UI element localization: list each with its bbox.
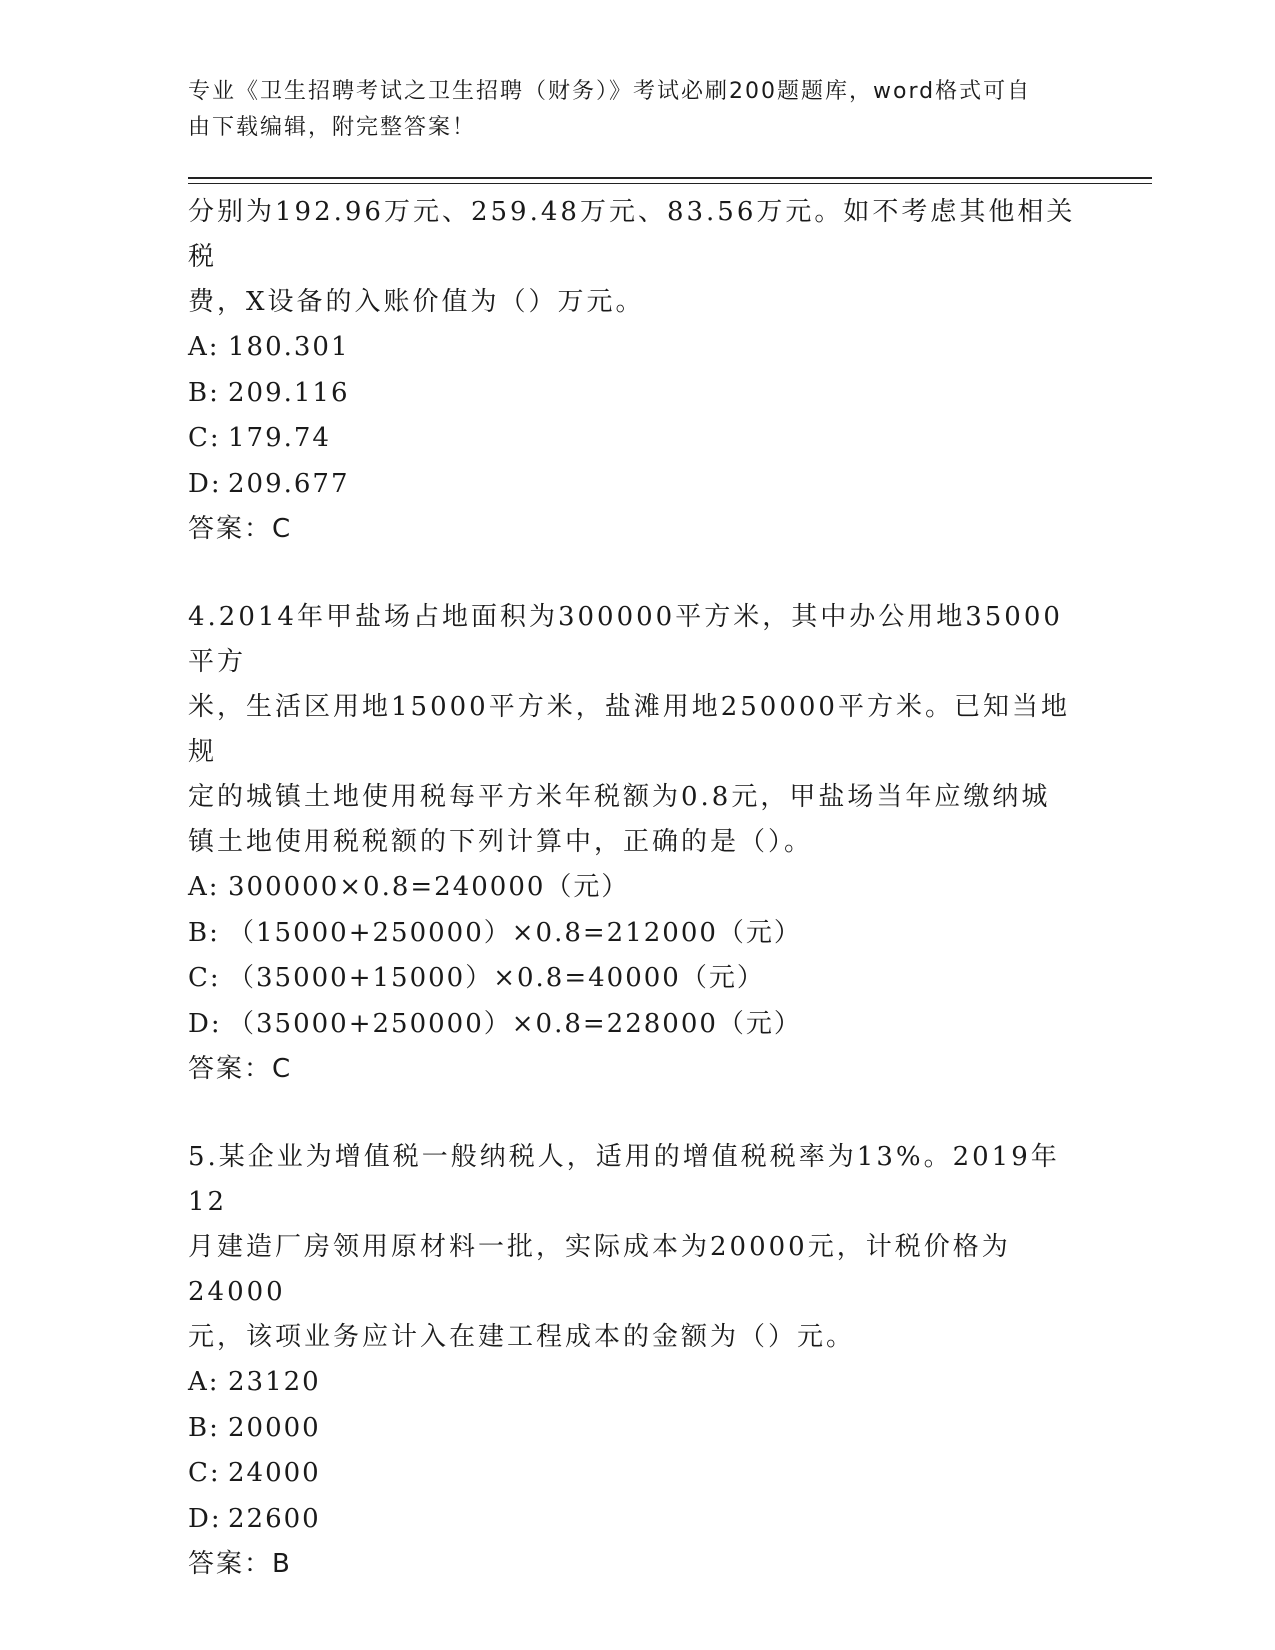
- question-5-answer: 答案：B: [188, 1549, 292, 1579]
- question-3-option-c: C: 179.74: [188, 423, 331, 453]
- question-4-stem-line-4: 镇土地使用税税额的下列计算中，正确的是（）。: [188, 827, 814, 857]
- question-5-stem-line-2: 月建造厂房领用原材料一批，实际成本为20000元，计税价格为24000: [188, 1232, 1011, 1307]
- question-4-option-a: A: 300000×0.8=240000（元）: [188, 872, 630, 902]
- question-4-option-c: C: （35000+15000）×0.8=40000（元）: [188, 963, 765, 993]
- question-3-option-a: A: 180.301: [188, 332, 350, 362]
- question-5-stem-line-3: 元，该项业务应计入在建工程成本的金额为（）元。: [188, 1322, 856, 1352]
- question-3: [188, 190, 1088, 552]
- question-5-option-b: B: 20000: [188, 1412, 321, 1443]
- question-5-stem-line-1: 5.某企业为增值税一般纳税人，适用的增值税税率为13%。2019年12: [188, 1142, 1060, 1217]
- document-header: [188, 74, 1068, 146]
- question-5-option-d: D: 22600: [188, 1503, 321, 1534]
- header-divider-thick: [188, 177, 1152, 179]
- question-3-option-b: B: 209.116: [188, 377, 350, 408]
- question-3-stem-line-2: 费，X设备的入账价值为（）万元。: [188, 287, 645, 317]
- question-3-stem-line-1: 分别为192.96万元、259.48万元、83.56万元。如不考虑其他相关税: [188, 197, 1076, 272]
- header-title-line-2: 由下载编辑，附完整答案！: [188, 115, 477, 140]
- question-5: [188, 1135, 1088, 1587]
- question-4-answer: 答案：C: [188, 1054, 293, 1084]
- question-3-option-d: D: 209.677: [188, 468, 350, 499]
- question-3-answer: 答案：C: [188, 514, 293, 544]
- question-5-option-c: C: 24000: [188, 1458, 321, 1488]
- question-4: [188, 595, 1088, 1092]
- question-4-stem-line-1: 4.2014年甲盐场占地面积为300000平方米，其中办公用地35000平方: [188, 602, 1063, 677]
- header-divider-thin: [188, 183, 1152, 184]
- question-5-option-a: A: 23120: [188, 1367, 321, 1397]
- header-title-line-1: 专业《卫生招聘考试之卫生招聘（财务）》考试必刷200题题库，word格式可自: [188, 79, 1032, 104]
- question-4-option-b: B: （15000+250000）×0.8=212000（元）: [188, 917, 802, 948]
- question-4-stem-line-2: 米，生活区用地15000平方米，盐滩用地250000平方米。已知当地规: [188, 692, 1070, 767]
- question-4-stem-line-3: 定的城镇土地使用税每平方米年税额为0.8元，甲盐场当年应缴纳城: [188, 782, 1051, 812]
- question-list: [188, 190, 1088, 1587]
- question-4-option-d: D: （35000+250000）×0.8=228000（元）: [188, 1008, 802, 1039]
